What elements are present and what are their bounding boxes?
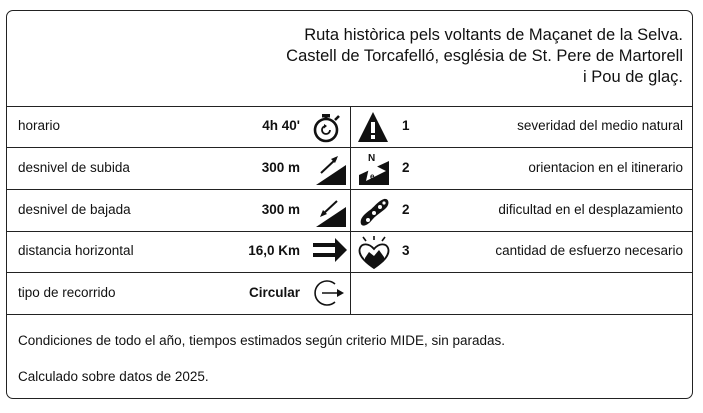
footprint-icon xyxy=(356,193,392,229)
time-label: horario xyxy=(18,118,61,133)
column-divider xyxy=(350,106,351,314)
mide-info-card xyxy=(6,10,693,399)
ascent-value: 300 m xyxy=(261,160,300,175)
stopwatch-icon xyxy=(311,111,345,145)
hazard-warning-icon xyxy=(356,110,390,144)
route-title-line-3: i Pou de glaç. xyxy=(583,68,683,86)
route-type-label: tipo de recorrido xyxy=(18,285,116,300)
calculation-note: Calculado sobre datos de 2025. xyxy=(18,369,209,384)
effort-label: cantidad de esfuerzo necesario xyxy=(495,243,683,258)
difficulty-score: 2 xyxy=(402,202,410,217)
orientation-label: orientacion en el itinerario xyxy=(528,160,683,175)
descent-icon xyxy=(313,193,349,229)
effort-score: 3 xyxy=(402,243,410,258)
difficulty-label: dificultad en el desplazamiento xyxy=(498,202,683,217)
orientation-score: 2 xyxy=(402,160,410,175)
horizontal-distance-icon xyxy=(311,236,349,266)
orientation-compass-icon xyxy=(356,151,392,187)
descent-label: desnivel de bajada xyxy=(18,202,131,217)
time-value: 4h 40' xyxy=(262,118,300,133)
descent-value: 300 m xyxy=(261,202,300,217)
effort-heart-icon xyxy=(356,235,392,271)
severity-label: severidad del medio natural xyxy=(517,118,683,133)
route-type-value: Circular xyxy=(248,285,300,300)
route-title xyxy=(286,25,683,88)
svg-text:N: N xyxy=(368,153,376,164)
ascent-label: desnivel de subida xyxy=(18,160,130,175)
severity-score: 1 xyxy=(402,118,410,133)
ascent-icon xyxy=(313,151,349,187)
svg-text:e: e xyxy=(370,172,375,181)
route-title-line-1: Ruta històrica pels voltants de Maçanet de la Selva. xyxy=(304,26,683,44)
circular-route-icon xyxy=(313,277,347,309)
conditions-note: Condiciones de todo el año, tiempos estimados según criterio MIDE, sin paradas. xyxy=(18,333,506,348)
route-title-line-2: Castell de Torcafelló, església de St. Pere de Martorell xyxy=(286,47,683,65)
divider xyxy=(7,314,692,315)
distance-value: 16,0 Km xyxy=(248,243,300,258)
distance-label: distancia horizontal xyxy=(18,243,134,258)
